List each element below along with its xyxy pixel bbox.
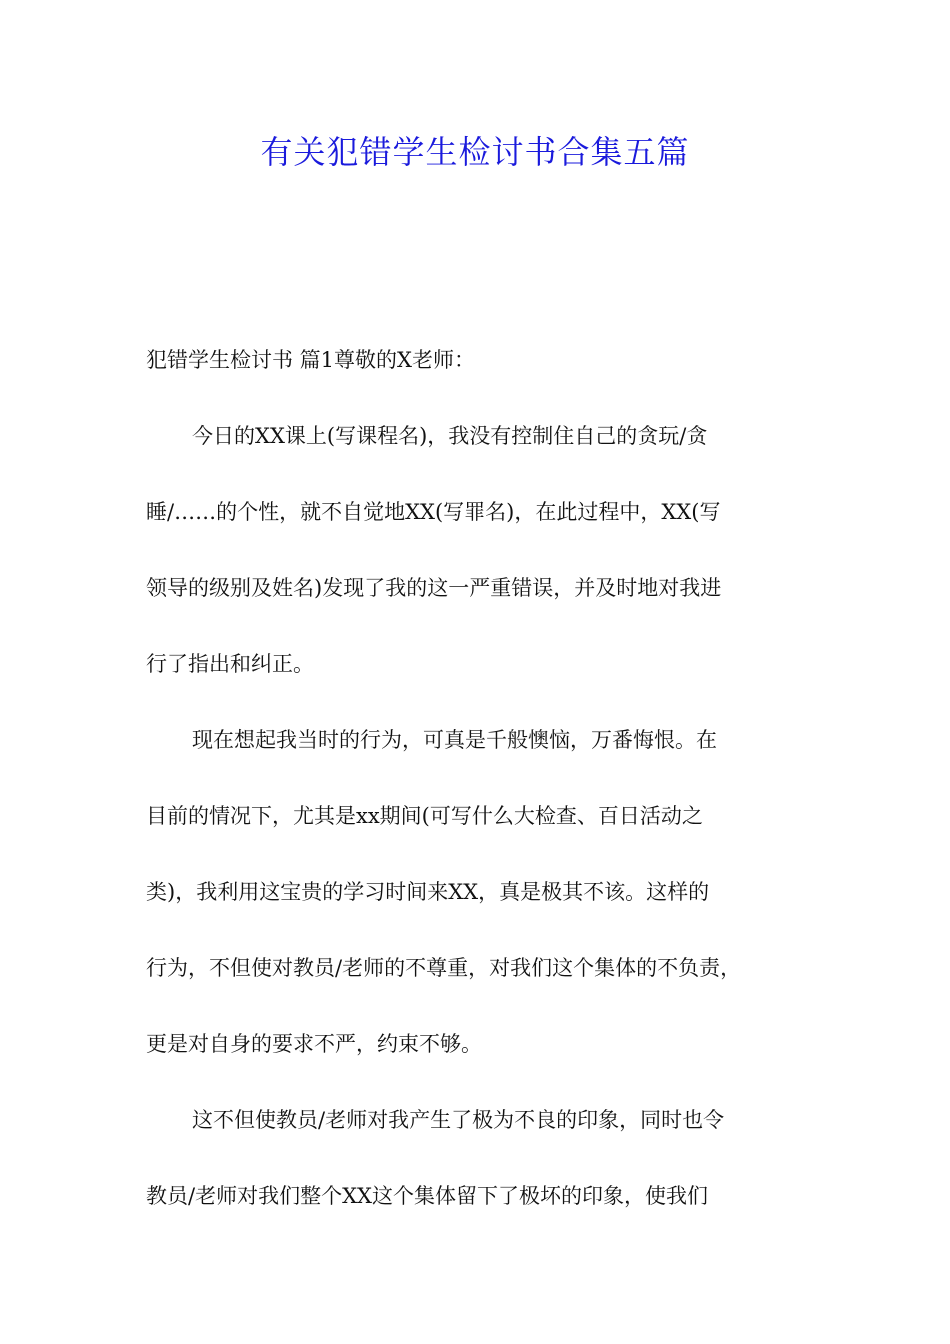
paragraph-line: 领导的级别及姓名)发现了我的这一严重错误，并及时地对我进 bbox=[146, 576, 722, 600]
paragraph-line: 类)，我利用这宝贵的学习时间来XX，真是极其不该。这样的 bbox=[146, 880, 710, 904]
paragraph-line: 睡/……的个性，就不自觉地XX(写罪名)，在此过程中，XX(写 bbox=[146, 500, 721, 524]
paragraph-line: 行了指出和纠正。 bbox=[146, 652, 314, 676]
paragraph-line: 行为，不但使对教员/老师的不尊重，对我们这个集体的不负责， bbox=[146, 956, 742, 980]
document-body bbox=[146, 334, 836, 1246]
salutation-line: 犯错学生检讨书 篇1尊敬的X老师： bbox=[146, 348, 475, 372]
paragraph-line: 这不但使教员/老师对我产生了极为不良的印象，同时也令 bbox=[192, 1108, 725, 1132]
paragraph-line: 目前的情况下，尤其是xx期间(可写什么大检查、百日活动之 bbox=[146, 804, 703, 828]
paragraph-line: 现在想起我当时的行为，可真是千般懊恼，万番悔恨。在 bbox=[192, 728, 717, 752]
paragraph-line: 教员/老师对我们整个XX这个集体留下了极坏的印象，使我们 bbox=[146, 1184, 708, 1208]
document-title: 有关犯错学生检讨书合集五篇 bbox=[260, 133, 690, 171]
paragraph-line: 更是对自身的要求不严，约束不够。 bbox=[146, 1032, 482, 1056]
paragraph-line: 今日的XX课上(写课程名)，我没有控制住自己的贪玩/贪 bbox=[192, 424, 708, 448]
